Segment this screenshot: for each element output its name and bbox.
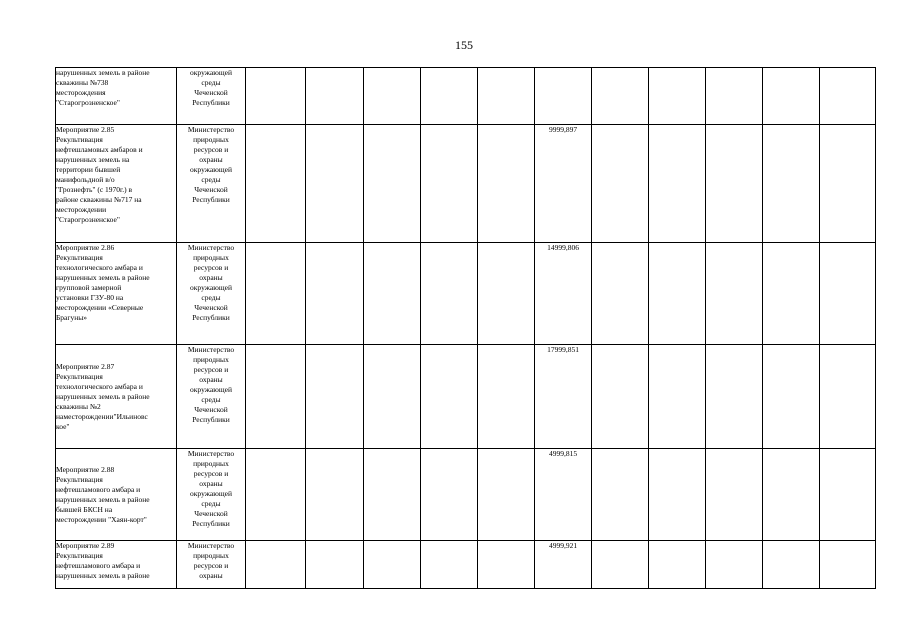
empty-cell — [478, 345, 535, 449]
executor-text: окружающей среды Чеченской Республики — [190, 68, 232, 107]
empty-cell — [306, 449, 364, 541]
empty-cell — [820, 449, 876, 541]
table-row — [56, 449, 876, 541]
empty-cell — [706, 243, 763, 345]
empty-cell — [763, 125, 820, 243]
empty-cell — [364, 243, 421, 345]
empty-cell — [706, 68, 763, 125]
empty-cell — [306, 243, 364, 345]
empty-cell — [478, 125, 535, 243]
event-cell — [56, 125, 177, 243]
executor-text: Министерство природных ресурсов и охраны окружающей среды Чеченской Республики — [187, 125, 235, 204]
table-row — [56, 243, 876, 345]
amount-cell — [535, 243, 592, 345]
amount-value: 14999,806 — [547, 243, 579, 252]
empty-cell — [421, 541, 478, 589]
empty-cell — [421, 68, 478, 125]
event-cell — [56, 68, 177, 125]
amount-value: 9999,897 — [548, 125, 578, 134]
empty-cell — [763, 345, 820, 449]
executor-text: Министерство природных ресурсов и охраны окружающей среды Чеченской Республики — [187, 449, 235, 528]
empty-cell — [478, 243, 535, 345]
empty-cell — [364, 345, 421, 449]
empty-cell — [478, 449, 535, 541]
table-row — [56, 541, 876, 589]
amount-cell — [535, 68, 592, 125]
empty-cell — [246, 449, 306, 541]
amount-cell — [535, 345, 592, 449]
empty-cell — [246, 243, 306, 345]
empty-cell — [306, 125, 364, 243]
empty-cell — [364, 68, 421, 125]
empty-cell — [364, 125, 421, 243]
empty-cell — [592, 243, 649, 345]
executor-cell — [177, 68, 246, 125]
empty-cell — [478, 541, 535, 589]
empty-cell — [763, 449, 820, 541]
empty-cell — [421, 243, 478, 345]
empty-cell — [246, 345, 306, 449]
empty-cell — [820, 243, 876, 345]
empty-cell — [820, 345, 876, 449]
empty-cell — [592, 541, 649, 589]
executor-cell — [177, 243, 246, 345]
event-text: Мероприятие 2.87 Рекультивация технологического амбара и нарушенных земель в районе скважины №2 наместорождении"Ильиновс кое" — [56, 361, 150, 431]
table-row — [56, 125, 876, 243]
empty-cell — [592, 345, 649, 449]
empty-cell — [592, 68, 649, 125]
table-row — [56, 68, 876, 125]
event-cell — [56, 541, 177, 589]
empty-cell — [649, 541, 706, 589]
empty-cell — [421, 345, 478, 449]
event-cell — [56, 243, 177, 345]
empty-cell — [649, 68, 706, 125]
empty-cell — [421, 125, 478, 243]
empty-cell — [706, 541, 763, 589]
empty-cell — [306, 345, 364, 449]
empty-cell — [706, 345, 763, 449]
empty-cell — [763, 68, 820, 125]
empty-cell — [820, 541, 876, 589]
amount-value: 17999,851 — [547, 345, 579, 354]
amount-cell — [535, 541, 592, 589]
empty-cell — [592, 125, 649, 243]
executor-cell — [177, 125, 246, 243]
executor-cell — [177, 541, 246, 589]
executor-cell — [177, 449, 246, 541]
amount-value: 4999,815 — [548, 449, 578, 458]
empty-cell — [306, 541, 364, 589]
executor-text: Министерство природных ресурсов и охраны окружающей среды Чеченской Республики — [187, 345, 235, 424]
empty-cell — [421, 449, 478, 541]
empty-cell — [306, 68, 364, 125]
empty-cell — [649, 125, 706, 243]
empty-cell — [763, 243, 820, 345]
empty-cell — [246, 541, 306, 589]
empty-cell — [478, 68, 535, 125]
empty-cell — [592, 449, 649, 541]
event-cell — [56, 345, 177, 449]
amount-cell — [535, 125, 592, 243]
empty-cell — [706, 125, 763, 243]
empty-cell — [364, 449, 421, 541]
empty-cell — [649, 345, 706, 449]
event-text: Мероприятие 2.85 Рекультивация нефтешламовых амбаров и нарушенных земель на территории бывшей манифольдной в/о "Грознефть" (с 1970г.) в районе скважины №717 на месторождении "Старогрозненское" — [56, 125, 143, 224]
empty-cell — [246, 68, 306, 125]
page-number: 155 — [455, 38, 473, 52]
amount-value: 4999,921 — [548, 541, 578, 550]
empty-cell — [820, 68, 876, 125]
empty-cell — [246, 125, 306, 243]
empty-cell — [649, 449, 706, 541]
event-text: Мероприятие 2.86 Рекультивация технологического амбара и нарушенных земель в районе групповой замерной установки ГЗУ-80 на месторождении «Северные Брагуны» — [56, 243, 150, 322]
event-text: нарушенных земель в районе скважины №738 месторождения "Старогрозненское" — [56, 68, 150, 107]
event-text: Мероприятие 2.89 Рекультивация нефтешламового амбара и нарушенных земель в районе — [56, 541, 150, 580]
empty-cell — [763, 541, 820, 589]
executor-cell — [177, 345, 246, 449]
empty-cell — [364, 541, 421, 589]
table-row — [56, 345, 876, 449]
empty-cell — [820, 125, 876, 243]
empty-cell — [706, 449, 763, 541]
executor-text: Министерство природных ресурсов и охраны окружающей среды Чеченской Республики — [187, 243, 235, 322]
empty-cell — [649, 243, 706, 345]
event-text: Мероприятие 2.88 Рекультивация нефтешламового амбара и нарушенных земель в районе бывшей БКСН на месторождении "Хаян-корт" — [56, 464, 150, 524]
event-cell — [56, 449, 177, 541]
program-table — [55, 67, 876, 589]
amount-cell — [535, 449, 592, 541]
executor-text: Министерство природных ресурсов и охраны — [187, 541, 235, 580]
